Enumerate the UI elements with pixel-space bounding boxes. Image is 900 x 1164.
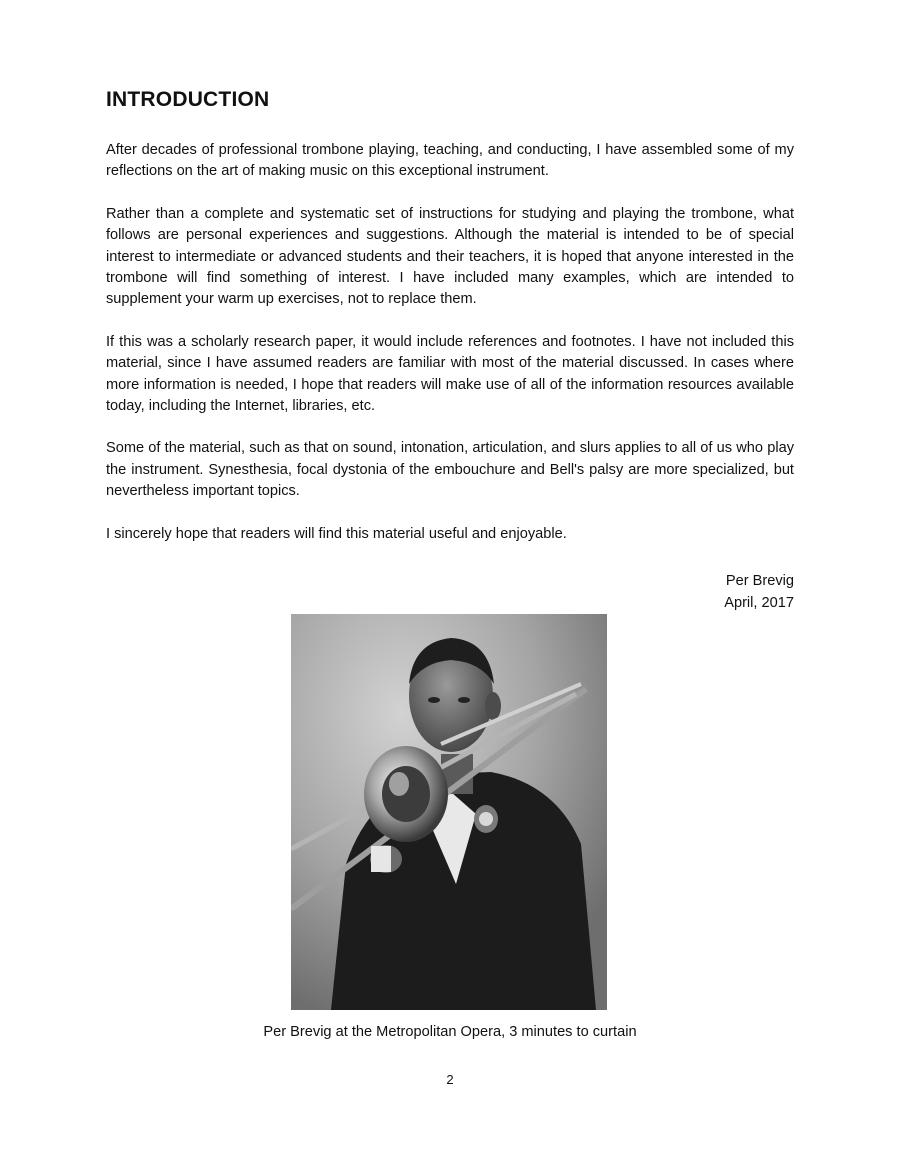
page-number: 2 [446, 1072, 454, 1087]
paragraph-3: If this was a scholarly research paper, it would include references and footnotes. I have not included this material, since I have assumed readers are familiar with most of the material discussed. In cases where more information is needed, I hope that readers will make use of all of the information resources available today, including the Internet, libraries, etc. [106, 333, 794, 415]
page-title: INTRODUCTION [106, 88, 270, 111]
paragraph-4: Some of the material, such as that on sound, intonation, articulation, and slurs applies to all of us who play the instrument. Synesthesia, focal dystonia of the embouchure and Bell's palsy are more specialized, but nevertheless important topics. [106, 440, 794, 500]
paragraph-5: I sincerely hope that readers will find this material useful and enjoyable. [106, 525, 567, 542]
portrait-photo [291, 614, 607, 1010]
paragraph-1: After decades of professional trombone playing, teaching, and conducting, I have assembled some of my reflections on the art of making music on this exceptional instrument. [106, 142, 794, 180]
signature-author: Per Brevig [725, 573, 794, 589]
trombonist-photo-illustration [291, 614, 607, 1010]
signature-date: April, 2017 [724, 595, 794, 611]
photo-caption: Per Brevig at the Metropolitan Opera, 3 minutes to curtain [263, 1024, 637, 1040]
signature-block [724, 570, 794, 614]
body-text [106, 140, 794, 545]
paragraph-2: Rather than a complete and systematic set of instructions for studying and playing the trombone, what follows are personal experiences and suggestions. Although the material is intended to be of special interest to intermediate or advanced students and their teachers, it is hoped that anyone interested in the trombone will find something of interest. I have included many examples, which are intended to supplement your warm up exercises, not to replace them. [106, 205, 794, 308]
